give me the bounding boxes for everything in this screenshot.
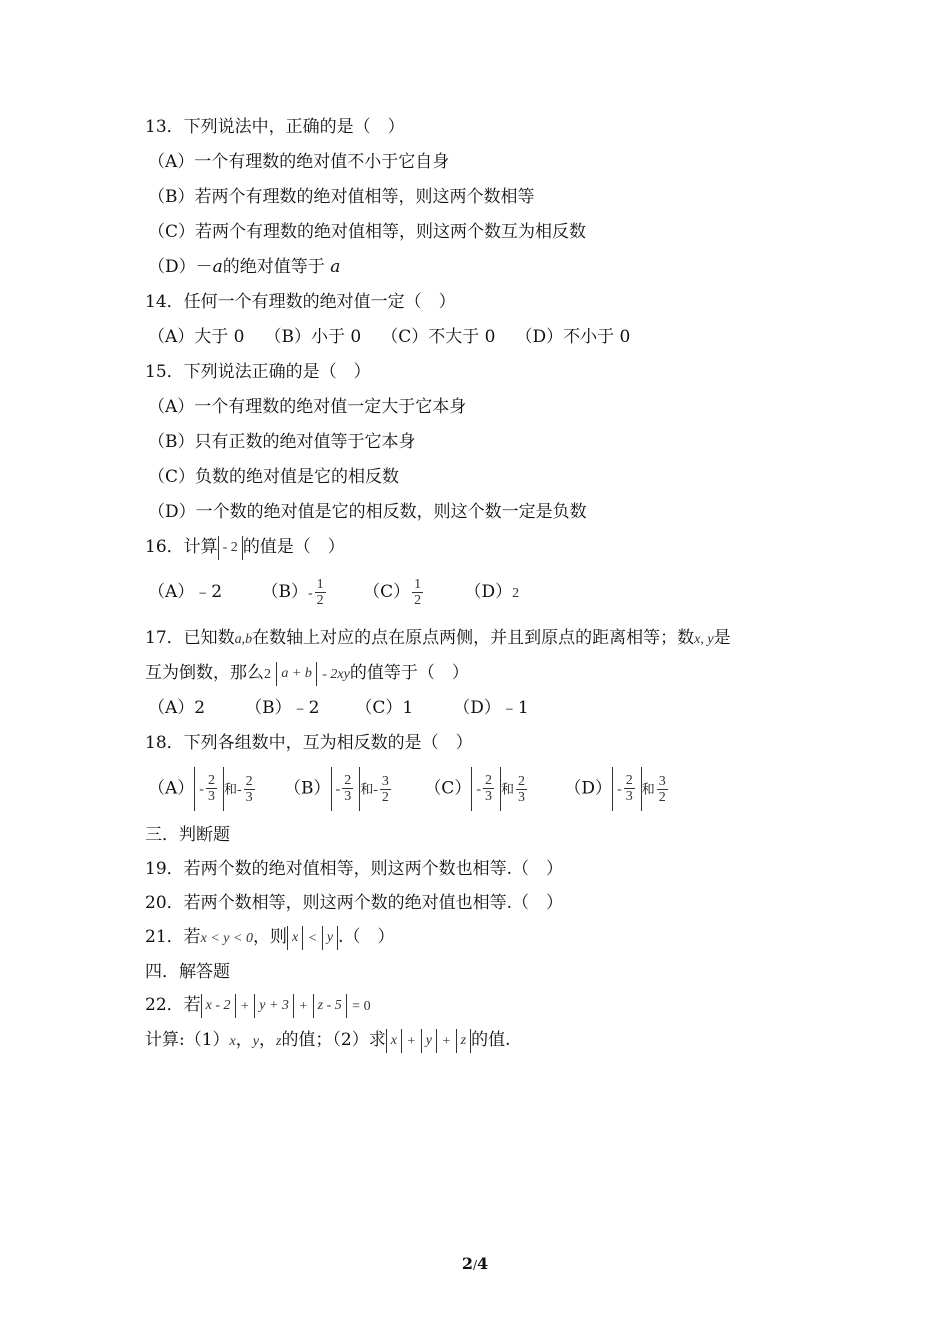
q21-condition: x < y < 0 bbox=[200, 931, 253, 946]
q18-a-frac2-den: 3 bbox=[245, 789, 253, 805]
q18-a-he: 和 bbox=[223, 782, 237, 798]
q21-post: .（ ） bbox=[338, 927, 395, 947]
q14-option-d: （D）不小于 0 bbox=[515, 327, 631, 347]
q22-abs-z: z bbox=[456, 1029, 471, 1053]
q21-pre: 21．若 bbox=[145, 927, 201, 947]
q14-stem: 14．任何一个有理数的绝对值一定（ ） bbox=[145, 292, 456, 312]
q15-stem: 15．下列说法正确的是（ ） bbox=[145, 362, 371, 382]
q22-abs-y: y bbox=[421, 1029, 437, 1053]
q21-abs-x: x bbox=[287, 926, 303, 950]
q18-a-frac1-den: 3 bbox=[207, 789, 215, 804]
q13-stem: 13．下列说法中，正确的是（ ） bbox=[145, 117, 405, 137]
q13-option-a: （A）一个有理数的绝对值不小于它自身 bbox=[148, 152, 450, 172]
q18-d-frac1 bbox=[624, 773, 635, 804]
q19-stem: 19．若两个数的绝对值相等，则这两个数也相等.（ ） bbox=[145, 859, 564, 879]
q18-b-frac2-den: 2 bbox=[381, 789, 389, 805]
q15-option-d: （D）一个数的绝对值是它的相反数，则这个数一定是负数 bbox=[148, 502, 587, 522]
q18-c-frac1-den: 3 bbox=[485, 789, 492, 804]
q18-options bbox=[148, 767, 670, 812]
q22-plus3: + bbox=[407, 1034, 416, 1049]
q17-stem-pre: 17．已知数 bbox=[145, 628, 235, 648]
q13-d-mid: 的绝对值等于 bbox=[222, 257, 325, 277]
q22-var-x: x bbox=[229, 1034, 236, 1049]
q13-option-c: （C）若两个有理数的绝对值相等，则这两个数互为相反数 bbox=[148, 222, 587, 242]
q18-b-frac2 bbox=[380, 774, 391, 805]
q15-option-a: （A）一个有理数的绝对值一定大于它本身 bbox=[148, 397, 467, 417]
q22-abs-x: x bbox=[386, 1029, 402, 1053]
q16-c-denominator: 2 bbox=[414, 593, 422, 608]
page-number bbox=[0, 1254, 950, 1273]
q17-options bbox=[148, 696, 529, 720]
q18-a-frac1-num: 2 bbox=[207, 773, 215, 788]
q16-b-numerator: 1 bbox=[316, 577, 324, 592]
q15-option-b: （B）只有正数的绝对值等于它本身 bbox=[148, 432, 416, 452]
q22-comma1: ， bbox=[235, 1030, 253, 1050]
q18-d-abs bbox=[612, 767, 642, 811]
q18-c-minus: - bbox=[476, 782, 481, 797]
q22-var-y: y bbox=[252, 1034, 259, 1049]
q22-line2-mid: 的值；（2）求 bbox=[281, 1030, 386, 1050]
q18-stem: 18．下列各组数中，互为相反数的是（ ） bbox=[145, 733, 473, 753]
q17-stem-line2 bbox=[145, 661, 469, 687]
q17-stem-mid: 在数轴上对应的点在原点两侧，并且到原点的距离相等；数 bbox=[252, 628, 695, 648]
q18-option-c-label: （C） bbox=[424, 778, 472, 799]
q18-option-b-label: （B） bbox=[284, 778, 331, 799]
q17-line2-pre: 互为倒数，那么 bbox=[145, 663, 264, 683]
q22-comma2: ， bbox=[258, 1030, 276, 1050]
q16-stem-post: 的值是（ ） bbox=[242, 537, 345, 557]
q22-line2-pre: 计算:（1） bbox=[145, 1030, 230, 1050]
section-4-heading: 四．解答题 bbox=[145, 962, 230, 982]
q22-line1 bbox=[145, 993, 371, 1019]
q16-option-b-label: （B） bbox=[261, 582, 308, 602]
q18-c-frac1 bbox=[483, 773, 494, 804]
q16-abs-expr: - 2 bbox=[218, 536, 243, 560]
q22-plus2: + bbox=[299, 999, 308, 1014]
q14-options bbox=[148, 325, 630, 349]
q15-option-c: （C）负数的绝对值是它的相反数 bbox=[148, 467, 400, 487]
q18-a-abs bbox=[194, 767, 224, 811]
q22-abs2: y + 3 bbox=[254, 994, 294, 1018]
q18-b-frac1-den: 3 bbox=[344, 789, 352, 804]
q18-c-he: 和 bbox=[501, 782, 515, 798]
q18-option-a-label: （A） bbox=[148, 778, 195, 799]
q18-c-frac1-num: 2 bbox=[485, 773, 492, 788]
q13-d-var: a bbox=[212, 257, 223, 277]
q18-option-d-label: （D） bbox=[564, 778, 613, 799]
q17-option-c: （C）1 bbox=[355, 698, 414, 718]
q22-line2-post: 的值. bbox=[471, 1030, 511, 1050]
q18-c-abs bbox=[471, 767, 501, 811]
q16-b-denominator: 2 bbox=[316, 593, 324, 608]
q18-a-frac2 bbox=[244, 774, 255, 805]
q18-a-frac1 bbox=[206, 773, 217, 804]
q18-b-he: 和 bbox=[360, 782, 374, 798]
q22-eq: = 0 bbox=[352, 999, 371, 1014]
q21-lt: < bbox=[308, 931, 317, 946]
q13-option-b: （B）若两个有理数的绝对值相等，则这两个数相等 bbox=[148, 187, 535, 207]
q18-d-frac2-num: 3 bbox=[658, 773, 666, 789]
q17-line2-post: 的值等于（ ） bbox=[349, 663, 469, 683]
q13-option-d bbox=[148, 255, 340, 279]
q17-vars-xy: x, y bbox=[694, 632, 714, 647]
q16-stem bbox=[145, 535, 345, 560]
q16-option-b-sign: - bbox=[308, 586, 313, 601]
q18-b-minus: - bbox=[335, 782, 341, 797]
q16-option-b-fraction bbox=[315, 577, 326, 608]
q13-d-prefix: （D）－ bbox=[148, 257, 213, 277]
q18-c-frac2-num: 2 bbox=[518, 773, 526, 789]
q20-stem: 20．若两个数相等，则这两个数的绝对值也相等.（ ） bbox=[145, 893, 564, 913]
q17-option-a: （A）2 bbox=[148, 698, 206, 718]
q16-option-c-label: （C） bbox=[363, 582, 411, 602]
q21-stem bbox=[145, 925, 395, 951]
q22-pre: 22．若 bbox=[145, 995, 201, 1015]
q17-stem-end: 是 bbox=[713, 628, 731, 648]
page-separator: / bbox=[472, 1258, 478, 1272]
q21-abs-y: y bbox=[322, 926, 338, 950]
section-3-heading: 三．判断题 bbox=[145, 825, 230, 845]
q14-option-a: （A）大于 0 bbox=[148, 327, 245, 347]
q16-stem-pre: 16．计算 bbox=[145, 537, 218, 557]
q18-d-frac2 bbox=[657, 774, 668, 805]
q18-d-frac1-den: 3 bbox=[625, 789, 633, 804]
q16-c-numerator: 1 bbox=[414, 577, 422, 592]
q16-option-d-value: 2 bbox=[512, 586, 520, 601]
q18-d-frac1-num: 2 bbox=[625, 773, 633, 788]
q18-b-frac1 bbox=[342, 773, 353, 804]
q18-b-abs bbox=[331, 767, 361, 811]
q14-option-c: （C）不大于 0 bbox=[381, 327, 496, 347]
q18-c-frac2-den: 3 bbox=[518, 789, 526, 805]
q21-mid: ，则 bbox=[252, 927, 287, 947]
q17-vars-ab: a,b bbox=[234, 632, 253, 647]
q17-expr-rest: - 2xy bbox=[322, 667, 350, 682]
q22-abs1: x - 2 bbox=[201, 994, 236, 1018]
q16-option-a: （A）﹣2 bbox=[148, 582, 223, 602]
q16-option-c-fraction bbox=[412, 577, 423, 608]
q17-option-d: （D）﹣1 bbox=[453, 698, 529, 718]
q18-b-minus2: - bbox=[373, 782, 378, 798]
q18-a-frac2-num: 2 bbox=[245, 773, 253, 789]
q13-d-var2: a bbox=[330, 257, 341, 277]
q16-option-d-label: （D） bbox=[464, 582, 513, 602]
q14-option-b: （B）小于 0 bbox=[264, 327, 362, 347]
q22-abs3: z - 5 bbox=[313, 994, 347, 1018]
q22-plus1: + bbox=[240, 999, 249, 1014]
q18-d-he: 和 bbox=[641, 782, 655, 798]
q22-var-z: z bbox=[275, 1034, 282, 1049]
q18-b-frac2-num: 3 bbox=[381, 773, 389, 789]
page-current: 2 bbox=[461, 1254, 473, 1273]
q17-stem-line1 bbox=[145, 626, 731, 652]
q18-d-minus: - bbox=[617, 782, 622, 797]
q18-a-minus2: - bbox=[236, 782, 242, 798]
q17-option-b: （B）﹣2 bbox=[245, 698, 320, 718]
q18-d-frac2-den: 2 bbox=[658, 789, 666, 805]
q22-line2 bbox=[145, 1028, 511, 1054]
q17-expr-abs: a + b bbox=[276, 662, 316, 686]
q18-b-frac1-num: 2 bbox=[344, 773, 352, 788]
page-total: 4 bbox=[477, 1254, 489, 1273]
q16-options bbox=[148, 572, 519, 614]
q17-expr-coef: 2 bbox=[264, 667, 271, 682]
q18-a-minus: - bbox=[199, 782, 204, 797]
q22-plus4: + bbox=[442, 1034, 451, 1049]
q18-c-frac2 bbox=[516, 774, 527, 805]
